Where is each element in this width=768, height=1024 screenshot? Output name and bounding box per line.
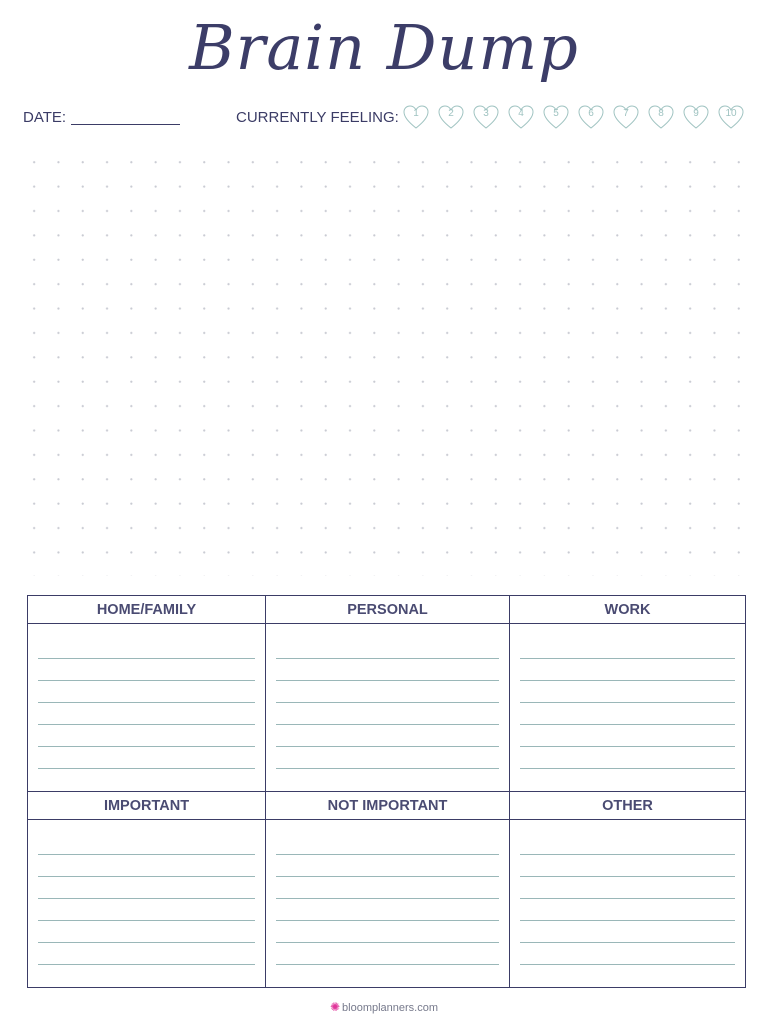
date-field[interactable]	[71, 124, 180, 125]
heart-number: 5	[553, 108, 559, 119]
section-header-important: IMPORTANT	[28, 792, 266, 820]
heart-icon-1[interactable]	[402, 103, 430, 131]
heart-number: 9	[693, 108, 699, 119]
feeling-label: CURRENTLY FEELING:	[236, 109, 399, 126]
heart-icon-8[interactable]	[647, 103, 675, 131]
footer-brand	[0, 1000, 768, 1014]
heart-icon-9[interactable]	[682, 103, 710, 131]
heart-number: 10	[725, 108, 737, 119]
heart-number: 1	[413, 108, 419, 119]
heart-icon-4[interactable]	[507, 103, 535, 131]
section-lines-home-family[interactable]	[28, 624, 266, 792]
page-title: Brain Dump	[189, 11, 579, 84]
heart-icon-2[interactable]	[437, 103, 465, 131]
section-header-not-important: NOT IMPORTANT	[266, 792, 510, 820]
heart-icon-10[interactable]	[717, 103, 745, 131]
heart-number: 6	[588, 108, 594, 119]
heart-icon-7[interactable]	[612, 103, 640, 131]
date-label: DATE:	[23, 109, 67, 126]
section-header-personal: PERSONAL	[266, 596, 510, 624]
heart-number: 2	[448, 108, 454, 119]
section-header-other: OTHER	[510, 792, 745, 820]
section-header-home-family: HOME/FAMILY	[28, 596, 266, 624]
section-lines-personal[interactable]	[266, 624, 510, 792]
section-lines-work[interactable]	[510, 624, 745, 792]
heart-number: 7	[623, 108, 629, 119]
heart-number: 8	[658, 108, 664, 119]
heart-number: 4	[518, 108, 524, 119]
section-lines-other[interactable]	[510, 820, 745, 987]
section-lines-important[interactable]	[28, 820, 266, 987]
footer-text: bloomplanners.com	[342, 1002, 439, 1014]
heart-icon-6[interactable]	[577, 103, 605, 131]
heart-icon-5[interactable]	[542, 103, 570, 131]
flower-icon: ✺	[329, 1000, 341, 1014]
heart-icon-3[interactable]	[472, 103, 500, 131]
section-lines-not-important[interactable]	[266, 820, 510, 987]
category-grid	[27, 595, 746, 988]
dot-grid-area[interactable]	[22, 150, 752, 576]
section-header-work: WORK	[510, 596, 745, 624]
feeling-scale	[402, 103, 752, 133]
heart-number: 3	[483, 108, 489, 119]
